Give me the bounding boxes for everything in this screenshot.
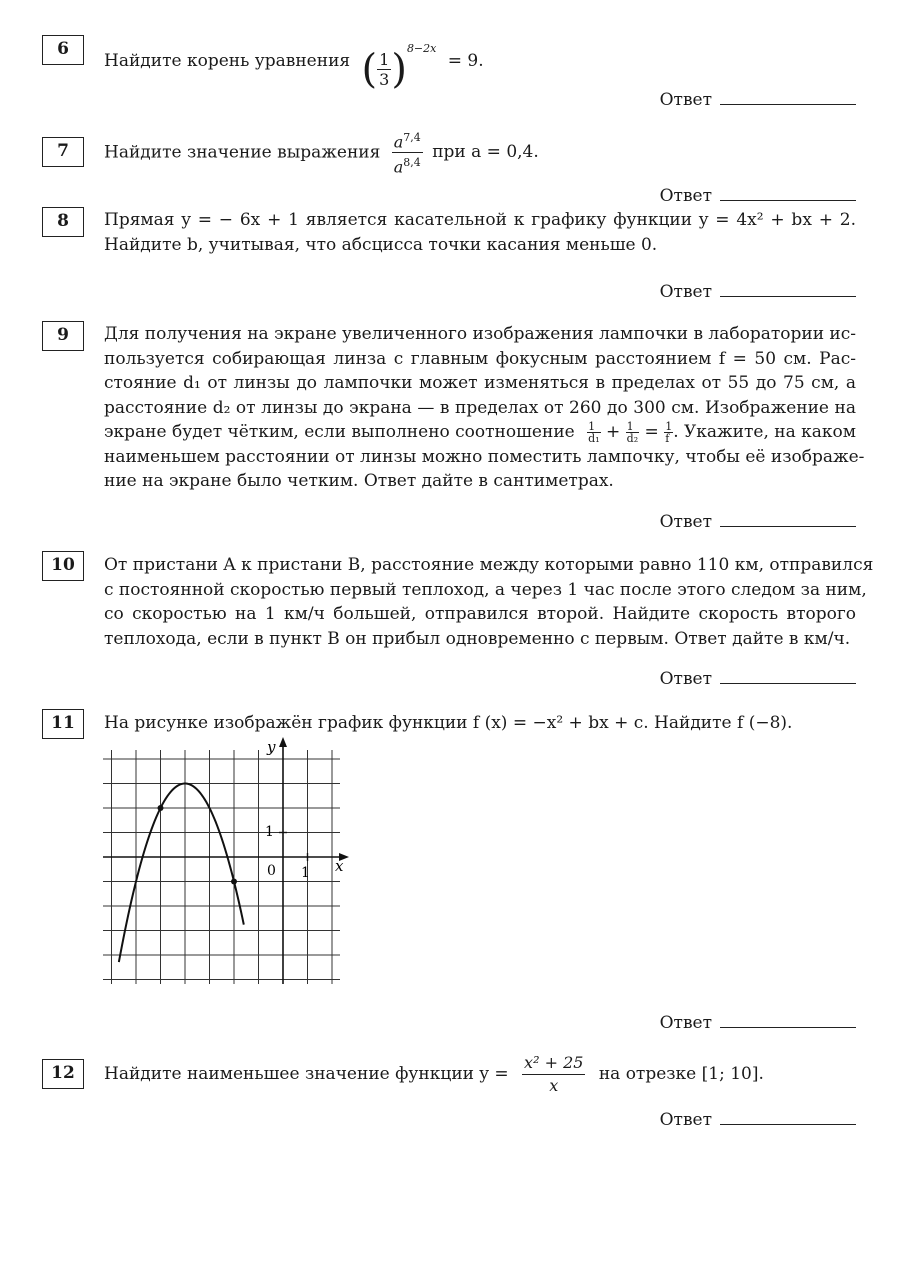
graph-points — [158, 805, 238, 885]
formula-one: 1 — [587, 421, 600, 433]
task-7-tail: при a = 0,4. — [432, 142, 539, 163]
answer-7 — [660, 186, 856, 206]
answer-7-field[interactable] — [720, 199, 856, 201]
marked-point — [231, 879, 237, 885]
task-7-text — [104, 128, 539, 178]
y-unit-label: 1 — [265, 824, 274, 840]
graph-axes — [103, 737, 349, 984]
task-9-line-5-start: экране будет чётким, если выполнено соотношение — [104, 422, 575, 442]
answer-label: Ответ — [659, 186, 712, 206]
task-12-frac-num: x² + 25 — [522, 1052, 585, 1075]
task-9-formula — [587, 420, 856, 445]
task-6-frac-num: 1 — [379, 50, 390, 69]
task-7-num-base: a — [393, 132, 404, 152]
task-10-line-3: со скоростью на 1 км/ч большей, отправился второй. Найдите скорость второго — [104, 604, 856, 624]
task-8-text — [104, 208, 856, 257]
formula-f: f — [665, 432, 670, 445]
task-6-prompt: Найдите корень уравнения — [104, 50, 351, 71]
answer-9-field[interactable] — [720, 525, 856, 527]
task-9-line-5 — [104, 420, 856, 445]
task-10-text — [104, 553, 874, 651]
formula-one: 1 — [626, 421, 639, 433]
y-axis-label: y — [267, 738, 276, 756]
task-6-power: ( $\frac{1}{3}$ )$^{8-2x}$ — [361, 42, 437, 93]
answer-6-field[interactable] — [720, 103, 856, 105]
task-8-line-1: Прямая y = − 6x + 1 является касательной к графику функции y = 4x² + bx + 2. — [104, 210, 856, 230]
task-9-line-6: наименьшем расстоянии от линзы можно поместить лампочку, чтобы её изображе- — [104, 446, 865, 467]
task-number-12: 12 — [42, 1059, 84, 1089]
task-12-fraction — [522, 1052, 585, 1097]
task-9-line-3: стояние d₁ от линзы до лампочки может изменяться в пределах от 55 до 75 см, а — [104, 373, 856, 393]
parabola-curve — [119, 784, 244, 963]
answer-11 — [660, 1013, 856, 1033]
task-7-den-base: a — [393, 157, 404, 177]
task-6-text — [104, 33, 484, 93]
task-number-10: 10 — [42, 551, 84, 581]
answer-label: Ответ — [659, 90, 712, 110]
answer-11-field[interactable] — [720, 1026, 856, 1028]
answer-6 — [660, 90, 856, 110]
task-9-line-7: ние на экране было четким. Ответ дайте в сантиметрах. — [104, 471, 614, 491]
answer-9 — [660, 512, 856, 532]
formula-eq: = — [644, 422, 659, 442]
task-12-prompt: Найдите наименьшее значение функции y = — [104, 1064, 509, 1084]
answer-label: Ответ — [659, 282, 712, 302]
answer-label: Ответ — [659, 1110, 712, 1130]
y-axis-arrow — [279, 737, 287, 747]
answer-12-field[interactable] — [720, 1123, 856, 1125]
task-9-line-5-end: . Укажите, на каком — [673, 422, 856, 442]
task-7-den-exp: 8,4 — [403, 156, 421, 170]
task-12-tail: на отрезке [1; 10]. — [598, 1064, 764, 1084]
answer-8 — [660, 282, 856, 302]
task-10-line-2: с постоянной скоростью первый теплоход, а через 1 час после этого следом за ним, — [104, 579, 867, 600]
task-number-6: 6 — [42, 35, 84, 65]
formula-d1: d₁ — [588, 432, 600, 445]
task-number-11: 11 — [42, 709, 84, 739]
x-unit-label: 1 — [301, 865, 310, 881]
task-9-line-1: Для получения на экране увеличенного изображения лампочки в лаборатории ис- — [104, 324, 857, 344]
task-12-text — [104, 1049, 764, 1099]
origin-label: 0 — [267, 863, 276, 879]
task-number-9: 9 — [42, 321, 84, 351]
x-axis-label: x — [335, 857, 344, 875]
task-9-text — [104, 322, 865, 494]
task-12-frac-den: x — [549, 1076, 559, 1095]
answer-10 — [660, 669, 856, 689]
task-9-line-4: расстояние d₂ от линзы до экрана — в пределах от 260 до 300 см. Изображение на — [104, 397, 856, 418]
task-11-text: На рисунке изображён график функции f (x) = −x² + bx + c. Найдите f (−8). — [104, 713, 793, 733]
answer-8-field[interactable] — [720, 295, 856, 297]
task-10-line-4: теплохода, если в пункт B он прибыл одновременно с первым. Ответ дайте в км/ч. — [104, 628, 851, 649]
task-6-tail: = 9. — [447, 50, 484, 71]
task-7-prompt: Найдите значение выражения — [104, 142, 381, 163]
formula-plus: + — [606, 422, 621, 442]
task-6-exponent: 8−2x — [406, 42, 437, 55]
task-number-7: 7 — [42, 137, 84, 167]
task-8-line-2: Найдите b, учитывая, что абсцисса точки касания меньше 0. — [104, 234, 658, 255]
marked-point — [158, 805, 164, 811]
function-graph — [100, 740, 350, 990]
task-7-num-exp: 7,4 — [403, 131, 421, 144]
task-number-8: 8 — [42, 207, 84, 237]
answer-label: Ответ — [659, 669, 712, 689]
task-7-fraction — [392, 128, 423, 178]
formula-d2: d₂ — [626, 432, 639, 445]
answer-12 — [660, 1110, 856, 1130]
answer-10-field[interactable] — [720, 682, 856, 684]
answer-label: Ответ — [659, 512, 712, 532]
answer-label: Ответ — [659, 1013, 712, 1033]
task-9-line-2: пользуется собирающая линза с главным фокусным расстоянием f = 50 см. Рас- — [104, 348, 856, 369]
task-6-frac-den: 3 — [379, 70, 390, 89]
task-10-line-1: От пристани A к пристани B, расстояние между которыми равно 110 км, отправился — [104, 555, 874, 575]
formula-one: 1 — [665, 420, 673, 433]
